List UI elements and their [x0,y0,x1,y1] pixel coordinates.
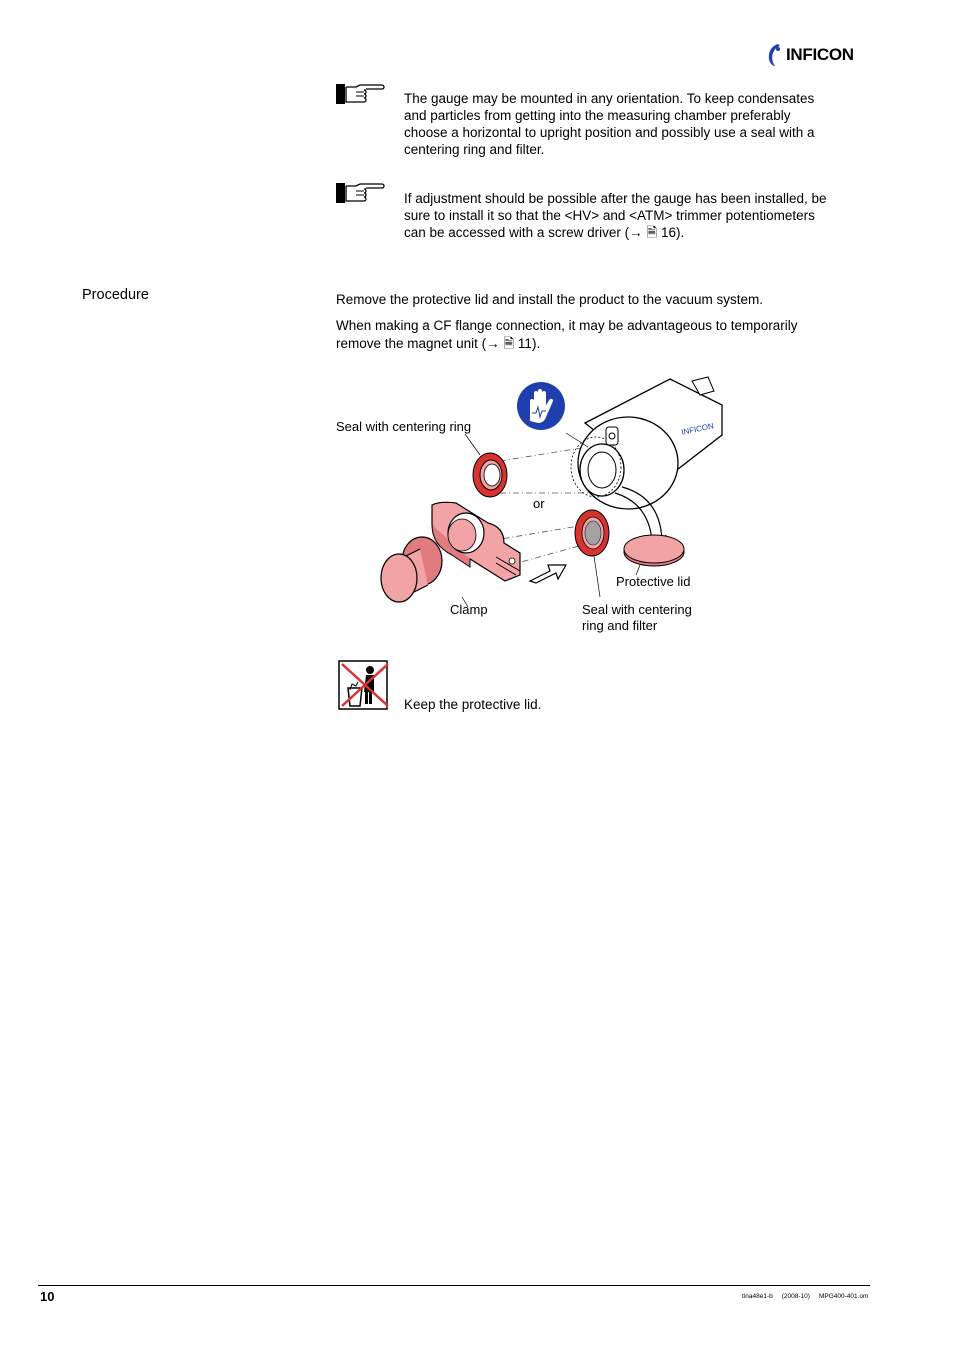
label-seal-filter-line: ring and filter [582,618,658,633]
procedure-paragraph-1: Remove the protective lid and install the product to the vacuum system. [336,292,763,307]
pointing-hand-icon [336,82,386,106]
pointing-hand-icon [336,181,386,205]
note-2-line: sure to install it so that the <HV> and <ATM> trimmer potentiometers [404,208,815,223]
do-not-dispose-icon [338,660,390,710]
note-1-line: centering ring and filter. [404,142,545,157]
label-clamp: Clamp [450,602,488,617]
procedure-line: remove the magnet unit (→ 🗎 11). [336,336,541,351]
glove-icon [517,382,565,430]
note-1-line: and particles from getting into the measuring chamber preferably [404,108,791,123]
gauge-brand-label: INFICON [680,421,715,437]
note-2-line: can be accessed with a screw driver (→ 🗎 16). [404,225,685,240]
note-2-line: If adjustment should be possible after the gauge has been installed, be [404,191,827,206]
page-number: 10 [40,1289,55,1304]
label-seal-filter [582,602,692,634]
logo-text: INFICON [786,45,854,64]
note-1-text [404,90,864,158]
label-or: or [533,496,545,511]
footer-divider [38,1285,870,1286]
gauge-body [571,377,722,509]
note-2-text [404,190,874,241]
label-seal-centering-ring: Seal with centering ring [336,419,472,434]
inficon-logo [766,42,870,68]
procedure-line: When making a CF flange connection, it may be advantageous to temporarily [336,318,798,333]
seal-filter [575,510,609,556]
seal-centering-ring [473,453,507,497]
label-protective-lid: Protective lid [616,574,691,589]
procedure-paragraph-2 [336,317,856,353]
procedure-label: Procedure [82,287,149,303]
inficon-logo-mark-icon [766,43,782,67]
note-1-line: choose a horizontal to upright position and possibly use a seal with a [404,125,815,140]
label-seal-filter-line: Seal with centering [582,602,692,617]
flange-tube [381,537,442,602]
clamp [432,502,520,581]
document-reference: tina48e1-b (2008-10) MPG400-401.om [742,1293,869,1300]
disposal-text: Keep the protective lid. [404,697,542,712]
push-arrow-icon [530,565,566,583]
note-1-line: The gauge may be mounted in any orientation. To keep condensates [404,91,815,106]
